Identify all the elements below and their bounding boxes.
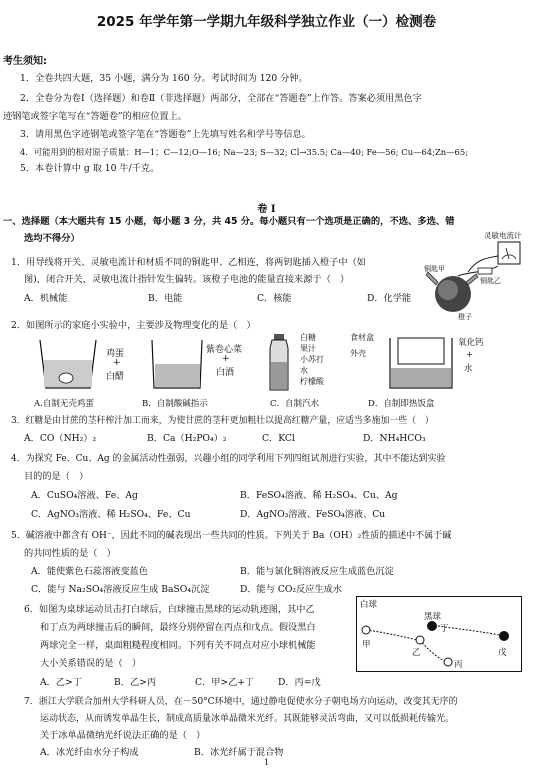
q1-stem-line1: 1．用导线将开关、灵敏电流计和材质不同的铜匙甲、乙相连，将两钥匙插入橙子中（如 [11,257,366,268]
q6-label-wu: 戊 [498,648,507,658]
q5-option-b: B．能与氯化铜溶液反应生成蓝色沉淀 [240,566,394,577]
q2-c-label-juice: 果汁 [300,344,316,353]
q2-c-label-sugar: 白糖 [300,333,316,342]
section-heading-line2: 选均不得分） [24,233,80,244]
q5-option-c: C．能与 Na₂SO₄溶液反应生成 BaSO₄沉淀 [31,584,210,595]
notice-item-4: 4．可能用到的相对原子质量：H—1；C—12;O—16; Na—23; S—32; Cl→35.5; Ca—40; Fe—56; Cu—64;Zn—65; [20,147,469,157]
q2-figure-d [348,332,488,394]
q6-option-c: C．甲>乙+丁 [195,677,255,688]
q2-option-d: D．自制即热饭盒 [368,399,435,409]
q2-a-label-vinegar: 白醋 [106,372,125,382]
q6-option-d: D．丙=戊 [278,677,321,688]
q2-figure-a [36,338,136,390]
q5-stem-line2: 的共同性质的是（ ） [24,548,116,559]
q4-option-c: C．AgNO₃溶液、稀 H₂SO₄、Fe、Cu [31,509,191,520]
q4-option-a: A．CuSO₄溶液、Fe、Ag [31,490,138,501]
q6-label-jia: 甲 [362,640,371,650]
q5-stem-line1: 5．碱溶液中都含有 OH⁻，因此不同的碱表现出一些共同的性质。下列关于 Ba（OH）₂性质的描述中不属于碱 [11,531,452,541]
q6-billiard-figure [356,596,522,672]
q3-option-d: D．NH₄HCO₃ [363,433,426,444]
q2-figure-c [266,332,346,392]
q6-stem-line2: 和丁点为两球撞击后的瞬间，最终分别停留在丙点和戊点。假设黑白 [40,622,316,633]
section-heading-line1: 一、选择题（本大题共有 15 小题，每小题 3 分，共 45 分。每小题只有一个选项是正确的，不选、多选、错 [3,216,455,227]
q1-option-d: D．化学能 [367,293,412,304]
q2-d-label-cao: 氧化钙 [458,338,484,348]
q2-d-label-plus: + [466,350,474,360]
q6-option-a: A．乙>丁 [40,677,82,688]
q2-option-c: C．自制汽水 [270,399,320,409]
q2-b-label-plus: + [222,354,230,364]
q2-a-label-plus: + [113,358,121,368]
q5-option-a: A．能使紫色石蕊溶液变蓝色 [31,566,148,577]
q2-c-label-soda: 小苏打 [300,355,324,364]
q1-label-key-b: 铜匙乙 [480,277,501,285]
q3-option-a: A．CO（NH₂）₂ [24,433,97,444]
notice-item-3: 3．请用黑色字迹钢笔或签字笔在“答题卷”上先填写姓名和学号等信息。 [20,129,311,140]
notice-item-2: 2．全卷分为卷Ⅰ（选择题）和卷Ⅱ（非选择题）两部分，全部在“答题卷”上作答。答案必须用黑色字 [20,93,422,104]
q2-option-a: A.自制无壳鸡蛋 [34,399,94,409]
q4-stem-line1: 4．为探究 Fe、Cu、Ag 的金属活动性强弱，兴趣小组的同学利用下列四组试剂进行实验，其中不能达到实验 [11,454,446,464]
q4-option-b: B．FeSO₄溶液、稀 H₂SO₄、Cu、Ag [240,490,398,501]
q6-label-bing: 丙 [454,660,463,670]
q6-stem-line3: 两球完全一样，桌面粗糙程度相同。下列有关不同点对应小球机械能 [40,640,316,651]
q1-orange-battery-figure [418,232,530,324]
q2-c-label-water: 水 [300,366,308,375]
notice-item-1: 1．全卷共四大题，35 小题，满分为 160 分。考试时间为 120 分钟。 [20,73,308,84]
q2-c-label-citric: 柠檬酸 [300,377,324,386]
q6-stem-line4: 大小关系错误的是（ ） [40,658,142,669]
q7-option-b: B．冰光纤属于混合物 [194,747,284,758]
q3-option-b: B．Ca（H₂PO₄）₂ [147,433,227,444]
exam-title: 2025 年学年第一学期九年级科学独立作业（一）检测卷 [96,14,437,30]
q6-option-b: B．乙>丙 [114,677,157,688]
q2-d-label-shell: 外壳 [350,349,366,358]
notice-item-2-cont: 迹钢笔或签字笔写在“答题卷”的相应位置上。 [3,111,187,122]
q7-stem-line1: 7．浙江大学联合加州大学科研人员，在－50°C环境中，通过静电促使水分子朝电场方向运动，改变其无序的 [24,697,458,707]
q6-stem-line1: 6．如图为桌球运动员击打白球后，白球撞击黑球的运动轨迹图，其中乙 [24,604,315,615]
q7-stem-line3: 关于冰单晶微纳光纤说法正确的是（ ） [40,730,206,741]
q3-option-c: C．KCl [262,433,295,444]
q1-label-orange: 橙子 [458,313,472,321]
q2-figure-b [148,338,258,390]
notice-item-5: 5．本卷计算中 g 取 10 牛/千克。 [20,163,160,174]
q1-label-meter: 灵敏电流计 [484,231,522,240]
q7-option-a: A．冰光纤由水分子构成 [40,747,139,758]
q6-label-ding: 丁 [440,624,449,634]
page-number: 1 [263,758,270,767]
q2-b-label-cabbage: 紫卷心菜 [206,345,243,355]
q2-option-b: B．自制酸碱指示 [142,399,208,409]
q2-stem: 2．如图所示的家庭小实验中，主要涉及物理变化的是（ ） [11,320,256,331]
volume-heading: 卷 Ⅰ [257,204,276,215]
q4-stem-line2: 目的的是（ ） [24,471,89,482]
q1-stem-line2: 图)，闭合开关，灵敏电流计指针发生偏转。该橙子电池的能量直接来源于（ ） [24,274,350,285]
q2-b-label-liquor: 白酒 [216,368,235,378]
q2-d-label-water: 水 [464,364,473,374]
q2-a-label-egg: 鸡蛋 [106,349,125,359]
q7-stem-line2: 运动状态，从而诱发单晶生长，制成高质量冰单晶微米光纤。其既能够灵活弯曲，又可以低损耗传输光。 [40,714,455,724]
q1-option-b: B．电能 [148,293,183,304]
q1-option-c: C．核能 [257,293,292,304]
q4-option-d: D．AgNO₃溶液、FeSO₄溶液、Cu [240,509,386,520]
q2-d-label-box: 食材盒 [350,333,374,342]
q1-option-a: A．机械能 [24,293,68,304]
q6-label-black: 黑球 [424,612,442,622]
q6-label-yi: 乙 [412,648,421,658]
q3-stem: 3．红糖是由甘蔗的茎秆榨汁加工而来，为使甘蔗的茎秆更加粗壮以提高红糖产量，应适当多施加一些（ ） [11,416,434,426]
notice-heading: 考生须知: [3,56,47,67]
q1-label-key-a: 铜匙甲 [424,265,445,273]
q5-option-d: D．能与 CO₂反应生成水 [240,584,343,595]
q6-label-white: 白球 [360,600,378,610]
